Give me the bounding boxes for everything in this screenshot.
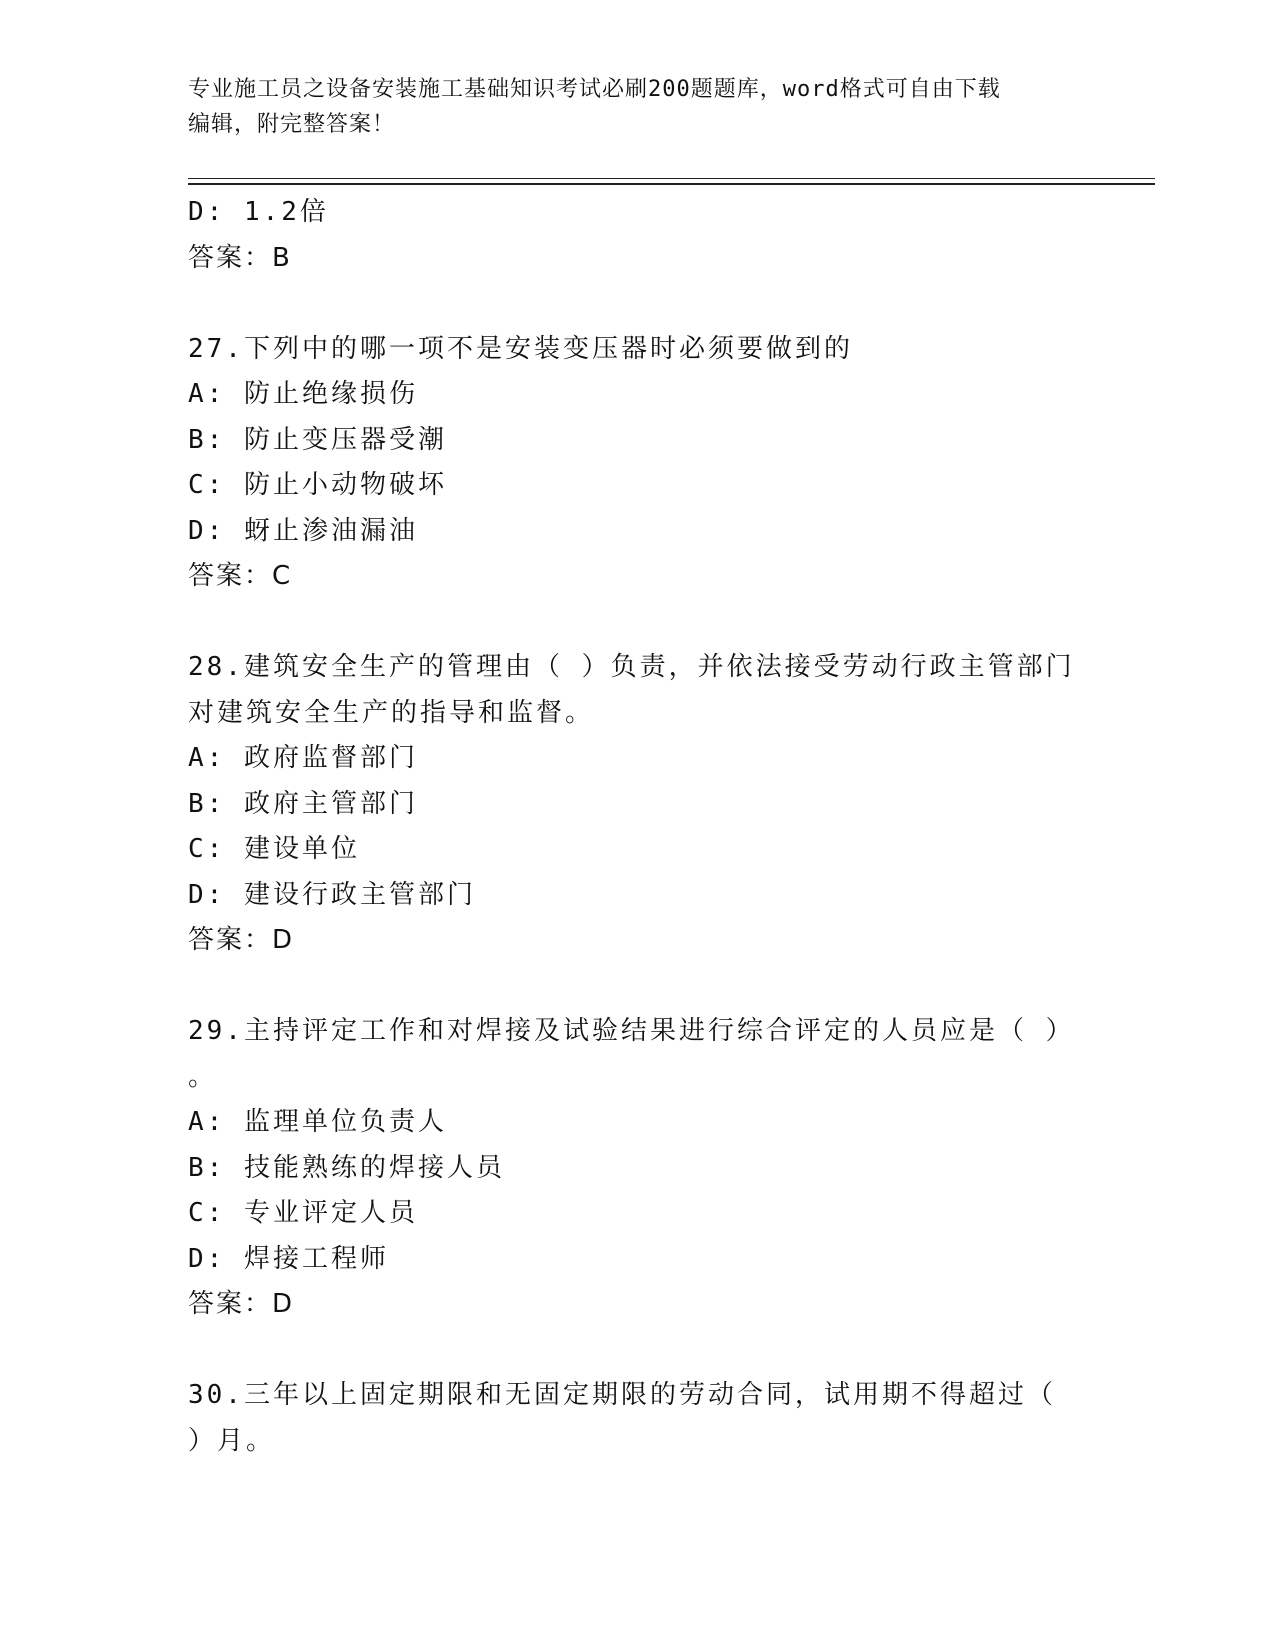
question-stem-line-1: 28.建筑安全生产的管理由（ ）负责，并依法接受劳动行政主管部门: [188, 652, 1075, 682]
question-block-28: [188, 645, 1088, 964]
header-line-2: 编辑，附完整答案！: [188, 112, 396, 137]
option-d: D: 建设行政主管部门: [188, 879, 476, 910]
question-stem-line-2: 。: [188, 1061, 218, 1092]
option-d: D: 蚜止渗油漏油: [188, 515, 418, 546]
answer-line: 答案：D: [188, 925, 295, 955]
question-block-30: [188, 1373, 1088, 1464]
option-b: B: 防止变压器受潮: [188, 424, 447, 455]
question-stem-line-2: ）月。: [188, 1425, 276, 1456]
question-stem-line-1: 30.三年以上固定期限和无固定期限的劳动合同，试用期不得超过（: [188, 1380, 1056, 1410]
spacer: [188, 964, 1088, 1010]
option-b: B: 政府主管部门: [188, 788, 418, 819]
option-a: A: 防止绝缘损伤: [188, 379, 418, 409]
question-stem-line-2: 对建筑安全生产的指导和监督。: [188, 697, 595, 728]
question-block-29: [188, 1009, 1088, 1328]
spacer: [188, 281, 1088, 327]
option-c: C: 防止小动物破坏: [188, 470, 447, 500]
question-stem-line-1: 29.主持评定工作和对焊接及试验结果进行综合评定的人员应是（ ）: [188, 1016, 1075, 1046]
question-block-26: [188, 190, 1088, 281]
question-block-27: [188, 327, 1088, 600]
header-divider-thin: [188, 178, 1155, 179]
option-d: D: 焊接工程师: [188, 1243, 389, 1274]
option-d: D: 1.2倍: [188, 197, 329, 227]
answer-line: 答案：B: [188, 242, 292, 273]
option-a: A: 监理单位负责人: [188, 1107, 447, 1137]
document-header: [188, 72, 1068, 142]
answer-line: 答案：D: [188, 1289, 295, 1319]
option-a: A: 政府监督部门: [188, 743, 418, 773]
header-line-1: 专业施工员之设备安装施工基础知识考试必刷200题题库，word格式可自由下载: [188, 77, 1001, 102]
question-stem: 27.下列中的哪一项不是安装变压器时必须要做到的: [188, 333, 853, 364]
spacer: [188, 600, 1088, 646]
option-c: C: 建设单位: [188, 834, 360, 864]
option-b: B: 技能熟练的焊接人员: [188, 1152, 505, 1183]
spacer: [188, 1328, 1088, 1374]
answer-line: 答案：C: [188, 561, 293, 591]
question-list: [188, 190, 1088, 1464]
option-c: C: 专业评定人员: [188, 1198, 418, 1228]
header-divider-thick: [188, 183, 1155, 185]
